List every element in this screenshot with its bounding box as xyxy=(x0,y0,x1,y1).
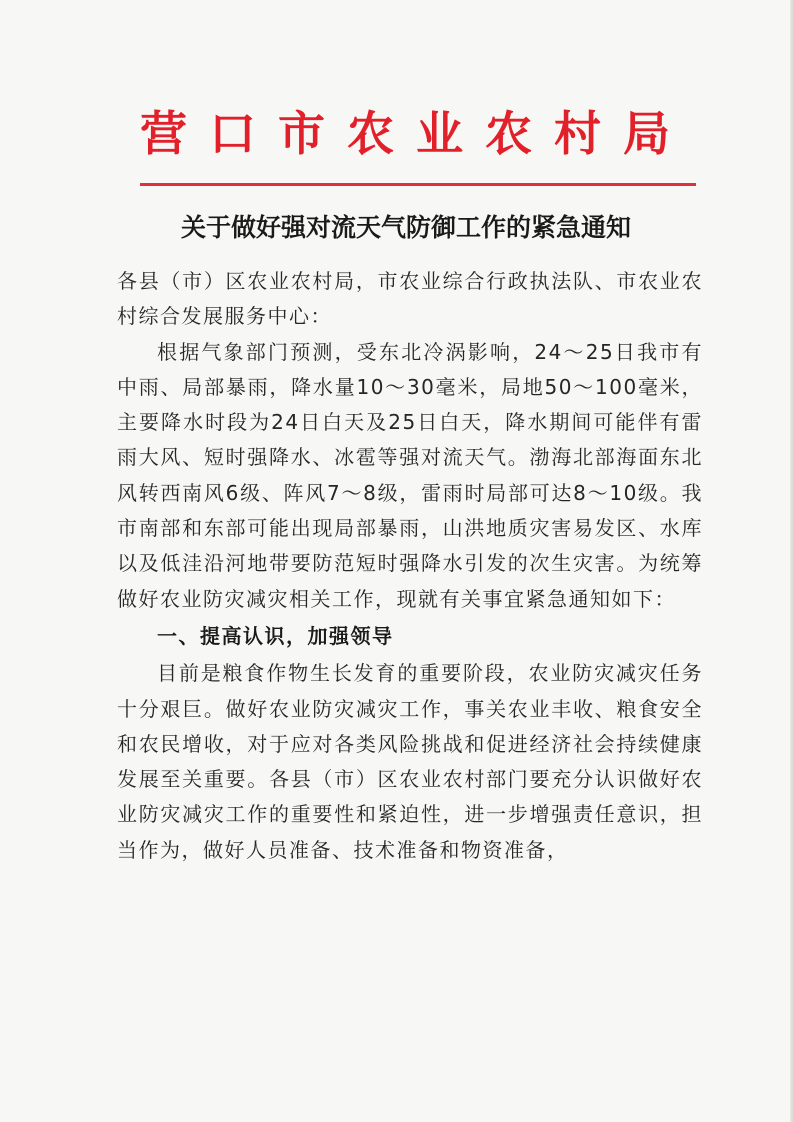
agency-letterhead: 营口市农业农村局 xyxy=(140,107,692,162)
document-body xyxy=(117,264,703,868)
paragraph-1: 根据气象部门预测，受东北冷涡影响，24～25日我市有中雨、局部暴雨，降水量10～30毫米，局地50～100毫米，主要降水时段为24日白天及25日白天，降水期间可能伴有雷雨大风、短时强降水、冰雹等强对流天气。渤海北部海面东北风转西南风6级、阵风7～8级，雷雨时局部可达8～10级。我市南部和东部可能出现局部暴雨，山洪地质灾害易发区、水库以及低洼沿河地带要防范短时强降水引发的次生灾害。为统筹做好农业防灾减灾相关工作，现就有关事宜紧急通知如下： xyxy=(117,339,703,611)
paragraph-2: 目前是粮食作物生长发育的重要阶段，农业防灾减灾任务十分艰巨。做好农业防灾减灾工作，事关农业丰收、粮食安全和农民增收，对于应对各类风险挑战和促进经济社会持续健康发展至关重要。各县（市）区农业农村部门要充分认识做好农业防灾减灾工作的重要性和紧迫性，进一步增强责任意识，担当作为，做好人员准备、技术准备和物资准备， xyxy=(117,661,703,862)
letterhead-red-rule xyxy=(140,183,696,186)
section-heading-1: 一、提高认识，加强领导 xyxy=(157,623,394,648)
salutation: 各县（市）区农业农村局，市农业综合行政执法队、市农业农村综合发展服务中心： xyxy=(117,269,703,329)
document-title: 关于做好强对流天气防御工作的紧急通知 xyxy=(181,213,632,242)
